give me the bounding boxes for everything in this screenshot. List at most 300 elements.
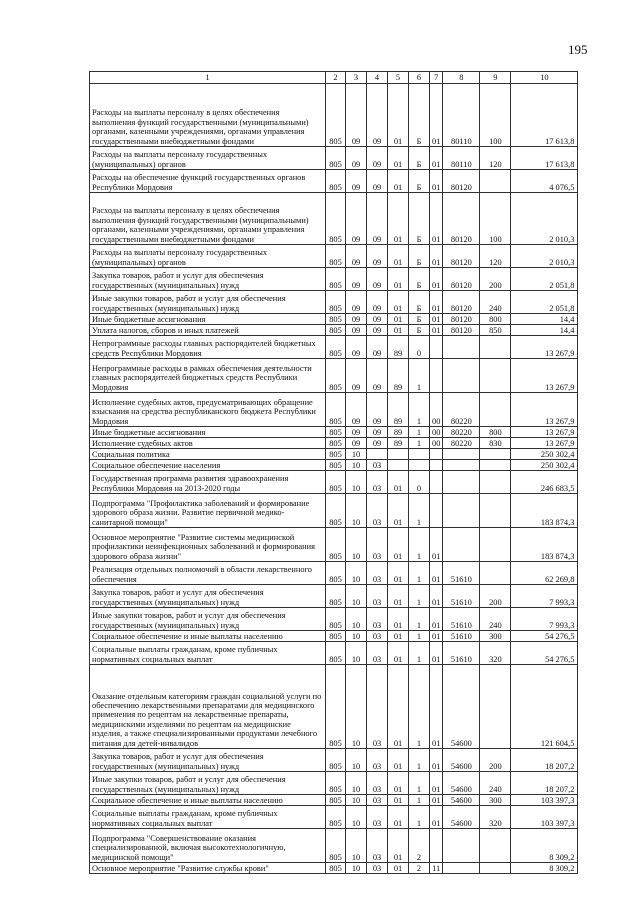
code-section: 09 — [346, 438, 367, 449]
row-amount: 2 051,8 — [511, 268, 578, 291]
code-activity — [430, 829, 443, 863]
code-activity: 01 — [430, 608, 443, 631]
row-amount: 62 269,8 — [511, 562, 578, 585]
code-subsection — [367, 449, 388, 460]
code-subprogram: 0 — [409, 336, 430, 359]
code-program: 89 — [388, 438, 409, 449]
code-direction: 54600 — [443, 749, 480, 772]
code-expense-type — [480, 863, 511, 874]
code-subsection: 03 — [367, 585, 388, 608]
code-section: 10 — [346, 460, 367, 471]
code-subprogram: Б — [409, 314, 430, 325]
code-direction: 80120 — [443, 314, 480, 325]
code-program: 01 — [388, 170, 409, 193]
code-subprogram — [409, 449, 430, 460]
code-subsection: 03 — [367, 631, 388, 642]
code-program: 89 — [388, 359, 409, 393]
code-program: 01 — [388, 291, 409, 314]
code-subsection: 03 — [367, 642, 388, 665]
code-subsection: 03 — [367, 829, 388, 863]
code-admin: 805 — [326, 562, 346, 585]
column-header: 10 — [511, 72, 578, 84]
code-subprogram: 2 — [409, 863, 430, 874]
code-section: 10 — [346, 642, 367, 665]
row-name: Закупка товаров, работ и услуг для обеспечения государственных (муниципальных) нужд — [90, 749, 326, 772]
code-subsection: 09 — [367, 193, 388, 245]
table-row — [90, 245, 578, 268]
header-row — [90, 72, 578, 84]
code-program: 01 — [388, 829, 409, 863]
code-direction — [443, 471, 480, 494]
code-section: 10 — [346, 562, 367, 585]
code-expense-type: 300 — [480, 631, 511, 642]
code-expense-type: 200 — [480, 268, 511, 291]
table-row — [90, 642, 578, 665]
code-program: 01 — [388, 193, 409, 245]
code-subsection: 09 — [367, 245, 388, 268]
code-direction: 80120 — [443, 268, 480, 291]
code-activity: 00 — [430, 393, 443, 427]
code-section: 09 — [346, 291, 367, 314]
row-amount: 250 302,4 — [511, 460, 578, 471]
code-subsection: 09 — [367, 84, 388, 147]
code-activity: 01 — [430, 528, 443, 562]
row-name: Социальное обеспечение и иные выплаты населению — [90, 795, 326, 806]
code-admin: 805 — [326, 806, 346, 829]
code-program: 01 — [388, 147, 409, 170]
code-program: 01 — [388, 772, 409, 795]
row-amount: 4 076,5 — [511, 170, 578, 193]
row-name: Исполнение судебных актов, предусматривающих обращение взыскания на средства республиканского бюджета Республики Мордовия — [90, 393, 326, 427]
code-section: 09 — [346, 147, 367, 170]
code-subprogram: 0 — [409, 471, 430, 494]
code-admin: 805 — [326, 631, 346, 642]
row-amount: 14,4 — [511, 314, 578, 325]
code-section: 10 — [346, 528, 367, 562]
code-activity: 01 — [430, 585, 443, 608]
code-admin: 805 — [326, 427, 346, 438]
code-direction: 54600 — [443, 795, 480, 806]
code-activity: 01 — [430, 291, 443, 314]
code-expense-type: 240 — [480, 291, 511, 314]
code-subsection: 03 — [367, 562, 388, 585]
table-row — [90, 449, 578, 460]
code-admin: 805 — [326, 147, 346, 170]
column-header: 5 — [388, 72, 409, 84]
code-subprogram: 1 — [409, 795, 430, 806]
code-direction: 54600 — [443, 665, 480, 749]
row-amount: 13 267,9 — [511, 427, 578, 438]
code-expense-type: 830 — [480, 438, 511, 449]
code-subsection: 09 — [367, 393, 388, 427]
code-expense-type: 120 — [480, 245, 511, 268]
code-direction — [443, 449, 480, 460]
row-amount: 250 302,4 — [511, 449, 578, 460]
code-subsection: 09 — [367, 325, 388, 336]
row-name: Непрограммные расходы главных распорядителей бюджетных средств Республики Мордовия — [90, 336, 326, 359]
code-subprogram: 1 — [409, 494, 430, 528]
code-subprogram: 1 — [409, 562, 430, 585]
code-program: 01 — [388, 528, 409, 562]
code-activity: 01 — [430, 245, 443, 268]
table-row — [90, 84, 578, 147]
row-amount: 103 397,3 — [511, 795, 578, 806]
code-activity: 01 — [430, 314, 443, 325]
table-row — [90, 863, 578, 874]
column-header: 6 — [409, 72, 430, 84]
row-amount: 14,4 — [511, 325, 578, 336]
row-name: Социальная политика — [90, 449, 326, 460]
code-expense-type — [480, 460, 511, 471]
code-expense-type — [480, 471, 511, 494]
code-direction: 80220 — [443, 427, 480, 438]
code-expense-type: 300 — [480, 795, 511, 806]
code-program: 01 — [388, 806, 409, 829]
column-header: 7 — [430, 72, 443, 84]
code-subsection: 09 — [367, 438, 388, 449]
row-name: Реализация отдельных полномочий в области лекарственного обеспечения — [90, 562, 326, 585]
code-program: 89 — [388, 336, 409, 359]
code-admin: 805 — [326, 863, 346, 874]
code-subprogram: 1 — [409, 772, 430, 795]
code-section: 09 — [346, 170, 367, 193]
code-program: 89 — [388, 427, 409, 438]
code-expense-type — [480, 829, 511, 863]
code-admin: 805 — [326, 84, 346, 147]
code-subsection: 03 — [367, 806, 388, 829]
table-row — [90, 359, 578, 393]
row-amount: 7 993,3 — [511, 585, 578, 608]
table-row — [90, 170, 578, 193]
code-admin: 805 — [326, 268, 346, 291]
code-direction: 51610 — [443, 631, 480, 642]
code-program: 01 — [388, 562, 409, 585]
code-admin: 805 — [326, 449, 346, 460]
code-direction: 80120 — [443, 291, 480, 314]
code-direction: 51610 — [443, 608, 480, 631]
table-row — [90, 749, 578, 772]
row-name: Социальное обеспечение и иные выплаты населению — [90, 631, 326, 642]
code-section: 10 — [346, 795, 367, 806]
code-expense-type: 200 — [480, 749, 511, 772]
code-activity: 01 — [430, 795, 443, 806]
code-expense-type: 320 — [480, 806, 511, 829]
row-amount: 18 207,2 — [511, 749, 578, 772]
code-section: 09 — [346, 314, 367, 325]
code-expense-type: 850 — [480, 325, 511, 336]
row-name: Расходы на выплаты персоналу государственных (муниципальных) органов — [90, 245, 326, 268]
code-subsection: 03 — [367, 494, 388, 528]
row-amount: 7 993,3 — [511, 608, 578, 631]
code-activity: 01 — [430, 147, 443, 170]
row-amount: 54 276,5 — [511, 631, 578, 642]
code-subsection: 09 — [367, 359, 388, 393]
code-admin: 805 — [326, 359, 346, 393]
row-name: Закупка товаров, работ и услуг для обеспечения государственных (муниципальных) нужд — [90, 268, 326, 291]
code-direction — [443, 863, 480, 874]
code-direction: 80110 — [443, 84, 480, 147]
code-activity: 01 — [430, 84, 443, 147]
row-name: Уплата налогов, сборов и иных платежей — [90, 325, 326, 336]
code-direction — [443, 829, 480, 863]
code-subprogram: Б — [409, 193, 430, 245]
code-direction — [443, 336, 480, 359]
column-header: 3 — [346, 72, 367, 84]
code-subsection: 03 — [367, 795, 388, 806]
code-admin: 805 — [326, 460, 346, 471]
table-row — [90, 585, 578, 608]
code-expense-type — [480, 494, 511, 528]
code-section: 10 — [346, 608, 367, 631]
code-section: 10 — [346, 665, 367, 749]
code-activity: 01 — [430, 665, 443, 749]
code-subsection: 03 — [367, 471, 388, 494]
code-subprogram: Б — [409, 170, 430, 193]
code-activity: 00 — [430, 427, 443, 438]
table-row — [90, 336, 578, 359]
code-program: 01 — [388, 795, 409, 806]
row-name: Иные закупки товаров, работ и услуг для обеспечения государственных (муниципальных) нужд — [90, 291, 326, 314]
column-header: 2 — [326, 72, 346, 84]
code-admin: 805 — [326, 795, 346, 806]
code-admin: 805 — [326, 170, 346, 193]
row-name: Основное мероприятие "Развитие службы крови" — [90, 863, 326, 874]
code-program: 01 — [388, 631, 409, 642]
code-admin: 805 — [326, 608, 346, 631]
code-subprogram: 1 — [409, 427, 430, 438]
row-name: Иные бюджетные ассигнования — [90, 427, 326, 438]
code-subsection: 09 — [367, 147, 388, 170]
table-row — [90, 438, 578, 449]
code-direction: 80120 — [443, 245, 480, 268]
code-direction: 80220 — [443, 393, 480, 427]
code-subprogram: Б — [409, 147, 430, 170]
code-admin: 805 — [326, 471, 346, 494]
table-row — [90, 471, 578, 494]
code-subprogram: 1 — [409, 642, 430, 665]
row-amount: 246 683,5 — [511, 471, 578, 494]
row-name: Оказание отдельным категориям граждан социальной услуги по обеспечению лекарственными препаратами для медицинского применения по рецептам на лекарственные препараты, медицинскими изделиями по рецептам на медицинские изделия, а также специализированными продуктами лечебного питания для детей-инвалидов — [90, 665, 326, 749]
code-admin: 805 — [326, 193, 346, 245]
row-name: Иные бюджетные ассигнования — [90, 314, 326, 325]
code-admin: 805 — [326, 336, 346, 359]
code-admin: 805 — [326, 829, 346, 863]
code-direction — [443, 460, 480, 471]
code-activity — [430, 494, 443, 528]
row-name: Подпрограмма "Профилактика заболеваний и формирование здорового образа жизни. Развитие первичной медико-санитарной помощи" — [90, 494, 326, 528]
code-expense-type — [480, 665, 511, 749]
row-amount: 8 309,2 — [511, 863, 578, 874]
code-program: 01 — [388, 245, 409, 268]
table-row — [90, 795, 578, 806]
row-amount: 13 267,9 — [511, 438, 578, 449]
code-subprogram: Б — [409, 245, 430, 268]
code-activity: 01 — [430, 642, 443, 665]
row-name: Государственная программа развития здравоохранения Республики Мордовия на 2013-2020 годы — [90, 471, 326, 494]
code-direction: 51610 — [443, 562, 480, 585]
code-subsection: 03 — [367, 528, 388, 562]
row-name: Иные закупки товаров, работ и услуг для обеспечения государственных (муниципальных) нужд — [90, 772, 326, 795]
code-expense-type: 320 — [480, 642, 511, 665]
code-section: 10 — [346, 585, 367, 608]
code-activity: 01 — [430, 268, 443, 291]
table-row — [90, 147, 578, 170]
code-program — [388, 449, 409, 460]
row-amount: 121 604,5 — [511, 665, 578, 749]
code-activity: 01 — [430, 193, 443, 245]
table-row — [90, 806, 578, 829]
code-expense-type — [480, 170, 511, 193]
code-program: 01 — [388, 494, 409, 528]
code-subprogram: 1 — [409, 631, 430, 642]
code-subprogram: 1 — [409, 665, 430, 749]
code-subprogram: 1 — [409, 585, 430, 608]
row-name: Расходы на выплаты персоналу в целях обеспечения выполнения функций государственными (муниципальными) органами, казенными учреждениями, органами управления государственными внебюджетными фондами — [90, 84, 326, 147]
code-program: 01 — [388, 471, 409, 494]
code-subprogram: Б — [409, 291, 430, 314]
code-admin: 805 — [326, 393, 346, 427]
code-expense-type: 800 — [480, 427, 511, 438]
row-name: Социальные выплаты гражданам, кроме публичных нормативных социальных выплат — [90, 806, 326, 829]
code-subprogram: 1 — [409, 806, 430, 829]
code-section: 09 — [346, 84, 367, 147]
code-admin: 805 — [326, 291, 346, 314]
table-row — [90, 325, 578, 336]
code-section: 10 — [346, 494, 367, 528]
row-amount: 2 010,3 — [511, 245, 578, 268]
code-admin: 805 — [326, 314, 346, 325]
table-row — [90, 291, 578, 314]
row-name: Исполнение судебных актов — [90, 438, 326, 449]
code-direction: 80110 — [443, 147, 480, 170]
row-name: Расходы на выплаты персоналу государственных (муниципальных) органов — [90, 147, 326, 170]
code-subprogram: Б — [409, 84, 430, 147]
code-subprogram: 1 — [409, 528, 430, 562]
code-admin: 805 — [326, 749, 346, 772]
code-expense-type: 800 — [480, 314, 511, 325]
code-section: 09 — [346, 336, 367, 359]
code-program: 01 — [388, 642, 409, 665]
code-program: 89 — [388, 393, 409, 427]
table-row — [90, 393, 578, 427]
table-row — [90, 631, 578, 642]
code-section: 09 — [346, 268, 367, 291]
code-section: 09 — [346, 193, 367, 245]
code-subprogram: Б — [409, 268, 430, 291]
row-amount: 13 267,9 — [511, 359, 578, 393]
code-direction: 54600 — [443, 772, 480, 795]
code-subsection: 03 — [367, 749, 388, 772]
code-subsection: 09 — [367, 170, 388, 193]
column-header: 8 — [443, 72, 480, 84]
code-subsection: 09 — [367, 291, 388, 314]
code-admin: 805 — [326, 325, 346, 336]
row-amount: 13 267,9 — [511, 393, 578, 427]
code-activity — [430, 471, 443, 494]
code-direction: 80220 — [443, 438, 480, 449]
code-section: 10 — [346, 471, 367, 494]
code-direction — [443, 528, 480, 562]
code-subprogram: 1 — [409, 608, 430, 631]
row-amount: 103 397,3 — [511, 806, 578, 829]
code-section: 09 — [346, 325, 367, 336]
row-amount: 54 276,5 — [511, 642, 578, 665]
code-program: 01 — [388, 268, 409, 291]
code-expense-type — [480, 359, 511, 393]
code-subprogram: Б — [409, 325, 430, 336]
code-expense-type — [480, 528, 511, 562]
code-subprogram — [409, 460, 430, 471]
code-subprogram: 1 — [409, 359, 430, 393]
code-admin: 805 — [326, 494, 346, 528]
code-subsection: 03 — [367, 608, 388, 631]
code-program: 01 — [388, 608, 409, 631]
code-program: 01 — [388, 325, 409, 336]
column-header: 4 — [367, 72, 388, 84]
row-name: Расходы на выплаты персоналу в целях обеспечения выполнения функций государственными (муниципальными) органами, казенными учреждениями, органами управления государственными внебюджетными фондами — [90, 193, 326, 245]
code-direction: 80120 — [443, 325, 480, 336]
row-amount: 2 051,8 — [511, 291, 578, 314]
code-subsection: 03 — [367, 665, 388, 749]
code-activity — [430, 460, 443, 471]
code-subsection: 09 — [367, 314, 388, 325]
code-section: 09 — [346, 245, 367, 268]
code-admin: 805 — [326, 528, 346, 562]
table-row — [90, 562, 578, 585]
code-subsection: 03 — [367, 772, 388, 795]
code-direction — [443, 359, 480, 393]
table-row — [90, 608, 578, 631]
code-direction — [443, 494, 480, 528]
code-admin: 805 — [326, 585, 346, 608]
code-program: 01 — [388, 314, 409, 325]
row-name: Закупка товаров, работ и услуг для обеспечения государственных (муниципальных) нужд — [90, 585, 326, 608]
row-name: Непрограммные расходы в рамках обеспечения деятельности главных распорядителей бюджетных средств Республики Мордовия — [90, 359, 326, 393]
row-name: Основное мероприятие "Развитие системы медицинской профилактики неинфекционных заболеваний и формирования здорового образа жизни" — [90, 528, 326, 562]
row-amount: 17 613,8 — [511, 84, 578, 147]
code-program — [388, 460, 409, 471]
row-amount: 183 874,3 — [511, 494, 578, 528]
row-name: Социальные выплаты гражданам, кроме публичных нормативных социальных выплат — [90, 642, 326, 665]
code-program: 01 — [388, 84, 409, 147]
row-amount: 183 874,3 — [511, 528, 578, 562]
code-direction: 54600 — [443, 806, 480, 829]
row-amount: 18 207,2 — [511, 772, 578, 795]
code-activity: 01 — [430, 631, 443, 642]
code-activity: 01 — [430, 772, 443, 795]
table-row — [90, 494, 578, 528]
code-section: 10 — [346, 863, 367, 874]
row-name: Расходы на обеспечение функций государственных органов Республики Мордовия — [90, 170, 326, 193]
code-activity: 11 — [430, 863, 443, 874]
row-amount: 8 309,2 — [511, 829, 578, 863]
code-activity: 01 — [430, 170, 443, 193]
code-section: 09 — [346, 427, 367, 438]
code-subprogram: 1 — [409, 749, 430, 772]
code-direction: 80120 — [443, 193, 480, 245]
code-program: 01 — [388, 665, 409, 749]
table-row — [90, 665, 578, 749]
code-admin: 805 — [326, 772, 346, 795]
code-direction: 51610 — [443, 642, 480, 665]
code-section: 10 — [346, 806, 367, 829]
table-row — [90, 268, 578, 291]
code-admin: 805 — [326, 245, 346, 268]
table-row — [90, 314, 578, 325]
code-expense-type: 100 — [480, 84, 511, 147]
code-expense-type: 100 — [480, 193, 511, 245]
column-header: 9 — [480, 72, 511, 84]
